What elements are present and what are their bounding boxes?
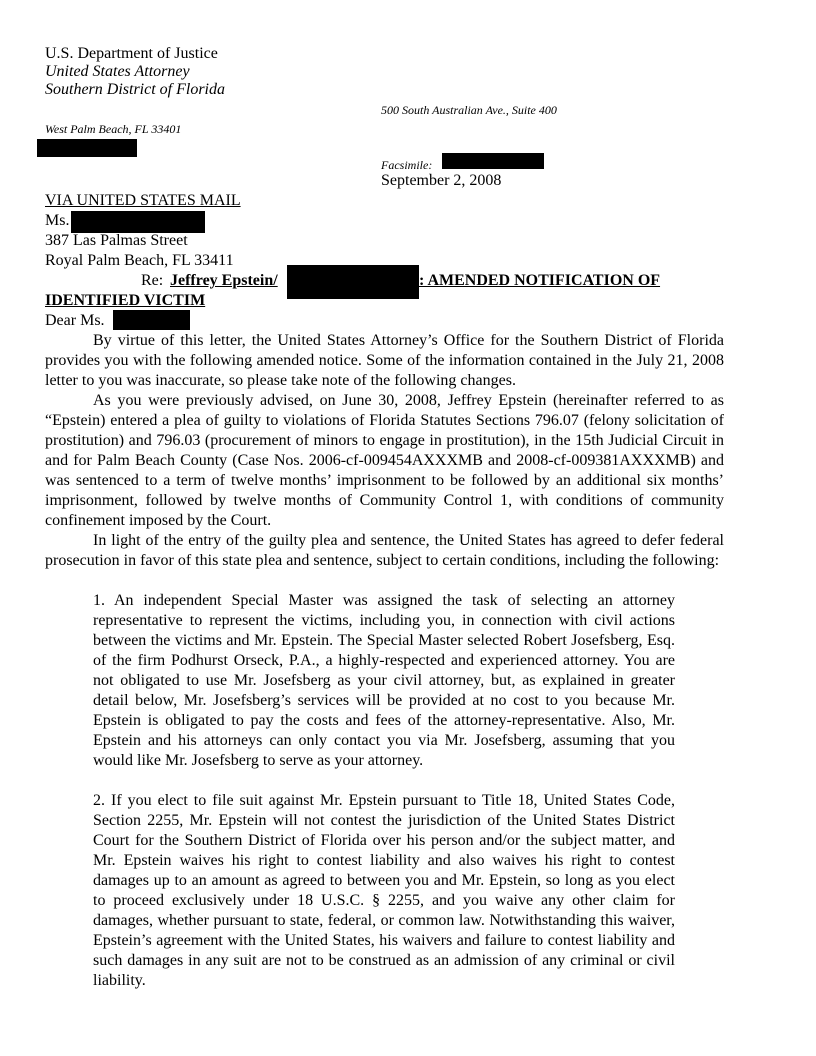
recipient-city: Royal Palm Beach, FL 33411	[45, 252, 234, 269]
delivery-method: VIA UNITED STATES MAIL	[45, 192, 241, 209]
subject-name: Jeffrey Epstein/	[170, 272, 278, 289]
paragraph-text: As you were previously advised, on June 30, 2008, Jeffrey Epstein (hereinafter referred to as “Epstein) entered a plea of guilty to violations of Florida Statutes Sections 796.07 (felony solicitation of prostitution) and 796.03 (procurement of minors to engage in prostitution), in the 15th Judicial Circuit in and for Palm Beach County (Case Nos. 2006-cf-009454AXXXMB and 2008-cf-009381AXXXMB) and was sentenced to a term of twelve months’ imprisonment to be followed by an additional six months’ imprisonment, followed by twelve months of Community Control 1, with conditions of community confinement imposed by the Court.	[45, 392, 724, 529]
redaction-bar	[37, 139, 137, 157]
paragraph-text: In light of the entry of the guilty plea and sentence, the United States has agreed to defer federal prosecution in favor of this state plea and sentence, subject to certain conditions, including the following:	[45, 532, 724, 569]
redaction-bar	[71, 211, 205, 233]
fax-label: Facsimile:	[381, 158, 433, 172]
recipient-street: 387 Las Palmas Street	[45, 232, 188, 249]
office-name: United States Attorney	[45, 63, 190, 80]
list-item-text: 1. An independent Special Master was assigned the task of selecting an attorney representative to represent the victims, including you, in connection with civil actions between the victims and Mr. Epstein. The Special Master selected Robert Josefsberg, Esq. of the firm Podhurst Orseck, P.A., a highly-respected and experienced attorney. You are not obligated to use Mr. Josefsberg as your civil attorney, but, as explained in greater detail below, Mr. Josefsberg’s services will be provided at no cost to you because Mr. Epstein is obligated to pay the costs and fees of the attorney-representative. Also, Mr. Epstein and his attorneys can only contact you via Mr. Josefsberg, assuming that you would like Mr. Josefsberg to serve as your attorney.	[93, 592, 675, 769]
body-paragraph-2	[45, 391, 724, 531]
district-name: Southern District of Florida	[45, 81, 225, 98]
redaction-bar	[113, 310, 190, 330]
redaction-bar	[442, 153, 544, 169]
list-item-text: 2. If you elect to file suit against Mr. Epstein pursuant to Title 18, United States Code, Section 2255, Mr. Epstein will not contest the jurisdiction of the United States District Court for the Southern District of Florida over his person and/or the subject matter, and Mr. Epstein waives his right to contest liability and also waives his right to contest damages up to an amount as agreed to between you and Mr. Epstein, so long as you elect to proceed exclusively under 18 U.S.C. § 2255, and you waive any other claim for damages, whether pursuant to state, federal, or common law. Notwithstanding this waiver, Epstein’s agreement with the United States, his waivers and failure to contest liability and such damages in any suit are not to be construed as an admission of any criminal or civil liability.	[93, 792, 675, 989]
greeting: Dear Ms.	[45, 312, 105, 329]
body-paragraph-1	[45, 331, 724, 391]
list-item-2	[93, 791, 675, 991]
body-paragraph-3	[45, 531, 724, 571]
paragraph-text: By virtue of this letter, the United States Attorney’s Office for the Southern District of Florida provides you with the following amended notice. Some of the information contained in the July 21, 2008 letter to you was inaccurate, so please take note of the following changes.	[45, 332, 724, 389]
subject-title-continued: IDENTIFIED VICTIM	[45, 292, 206, 309]
list-item-1	[93, 591, 675, 771]
office-city: West Palm Beach, FL 33401	[45, 122, 182, 136]
subject-title: : AMENDED NOTIFICATION OF	[419, 272, 661, 289]
re-label: Re:	[141, 272, 164, 289]
letter-date: September 2, 2008	[381, 172, 502, 189]
department-name: U.S. Department of Justice	[45, 45, 218, 62]
office-address: 500 South Australian Ave., Suite 400	[381, 103, 557, 117]
recipient-name-prefix: Ms.	[45, 212, 70, 229]
redaction-bar	[287, 265, 419, 299]
